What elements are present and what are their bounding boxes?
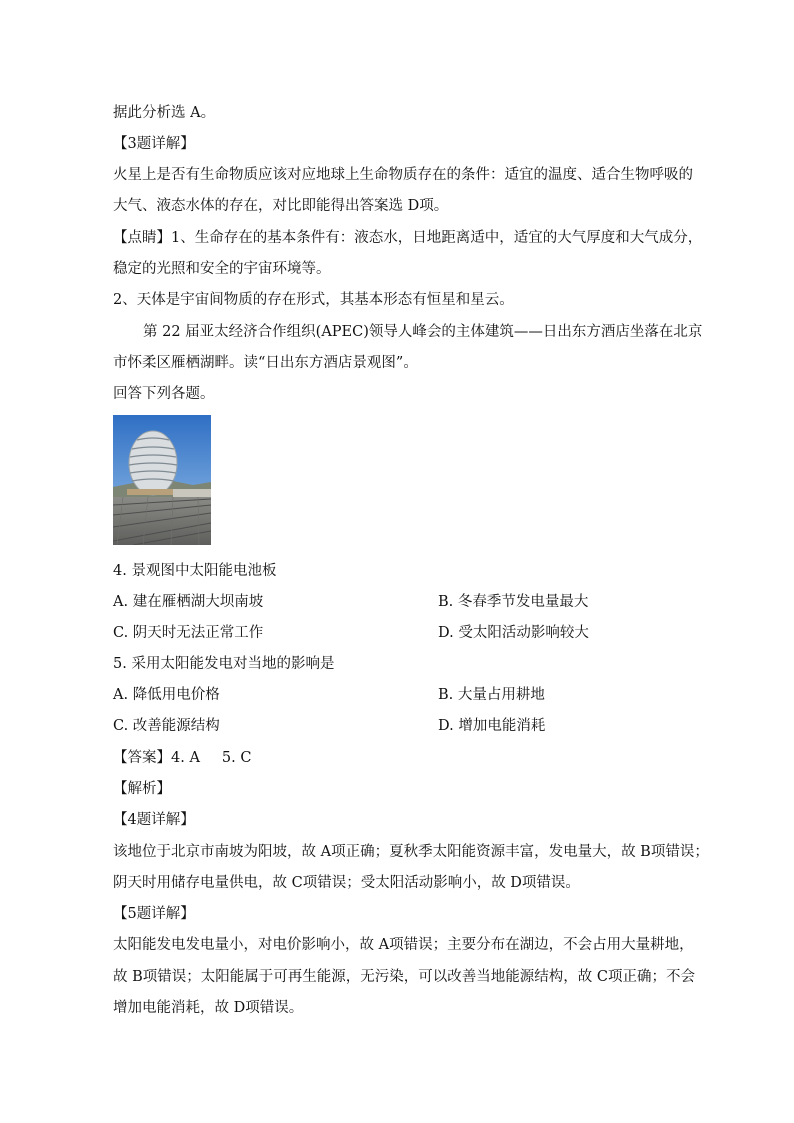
question-4-option-b: B. 冬春季节发电量最大 [438, 594, 589, 610]
question-4-option-d: D. 受太阳活动影响较大 [438, 625, 589, 641]
text-line: 大气、液态水体的存在，对比即能得出答案选 D项。 [113, 198, 449, 214]
answer-4: 4. A [171, 750, 200, 766]
hotel-landscape-photo [113, 415, 211, 545]
answer-5: 5. C [221, 750, 252, 766]
text-line: 火星上是否有生命物质应该对应地球上生命物质存在的条件：适宜的温度、适合生物呼吸的 [113, 167, 693, 183]
question-intro: 第 22 届亚太经济合作组织(APEC)领导人峰会的主体建筑——日出东方酒店坐落在北京 [143, 324, 703, 340]
question-4-option-a: A. 建在雁栖湖大坝南坡 [113, 594, 264, 610]
explanation-line: 增加电能消耗，故 D项错误。 [113, 1000, 304, 1016]
question-5-explanation-heading: 【5题详解】 [113, 906, 195, 922]
question-5-option-d: D. 增加电能消耗 [438, 718, 546, 734]
explanation-line: 故 B项错误；太阳能属于可再生能源，无污染，可以改善当地能源结构，故 C项正确；不会 [113, 969, 695, 985]
answer-label: 【答案】 [113, 750, 171, 766]
question-5-option-c: C. 改善能源结构 [113, 718, 220, 734]
question-5-stem: 5. 采用太阳能发电对当地的影响是 [113, 656, 335, 672]
analysis-label: 【解析】 [113, 781, 171, 797]
text-line: 据此分析选 A。 [113, 105, 216, 121]
text-line: 稳定的光照和安全的宇宙环境等。 [113, 261, 331, 277]
section-heading: 【3题详解】 [113, 136, 195, 152]
question-5-option-a: A. 降低用电价格 [113, 687, 220, 703]
explanation-line: 阴天时用储存电量供电，故 C项错误；受太阳活动影响小，故 D项错误。 [113, 875, 580, 891]
text-line: 回答下列各题。 [113, 386, 215, 402]
question-5-option-b: B. 大量占用耕地 [438, 687, 545, 703]
answer-line [113, 748, 251, 768]
question-4-explanation-heading: 【4题详解】 [113, 812, 195, 828]
explanation-line: 该地位于北京市南坡为阳坡，故 A项正确；夏秋季太阳能资源丰富，发电量大，故 B项错误； [113, 844, 709, 860]
explanation-line: 太阳能发电发电量小，对电价影响小，故 A项错误；主要分布在湖边，不会占用大量耕地， [113, 937, 694, 953]
text-line: 市怀柔区雁栖湖畔。读“日出东方酒店景观图”。 [113, 355, 418, 371]
text-line: 【点睛】1、生命存在的基本条件有：液态水，日地距离适中，适宜的大气厚度和大气成分， [113, 230, 703, 246]
question-4-stem: 4. 景观图中太阳能电池板 [113, 563, 277, 579]
question-4-option-c: C. 阴天时无法正常工作 [113, 625, 264, 641]
text-line: 2、天体是宇宙间物质的存在形式，其基本形态有恒星和星云。 [113, 292, 514, 308]
